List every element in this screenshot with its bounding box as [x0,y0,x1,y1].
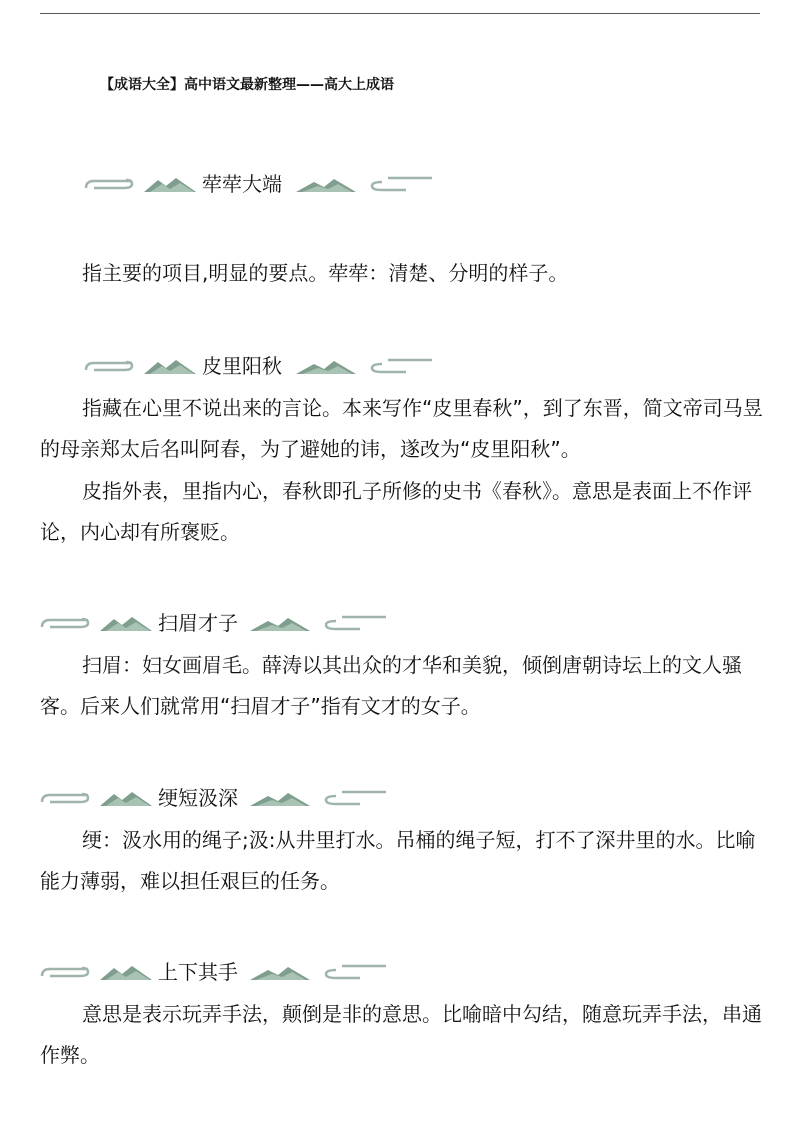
entry-heading [84,346,444,386]
entry-paragraph: 扫眉：妇女画眉毛。薛涛以其出众的才华和美貌，倾倒唐朝诗坛上的文人骚客。后来人们就常用“扫眉才子”指有文才的女子。 [40,653,742,718]
entry-paragraph: 皮指外表，里指内心，春秋即孔子所修的史书《春秋》。意思是表面上不作评论，内心却有所褒贬。 [40,479,752,544]
mountain-cloud-ornament-icon [250,778,390,818]
entry-heading [40,778,400,818]
entry-term: 扫眉才子 [158,611,238,635]
mountain-cloud-ornament-icon [40,603,158,643]
entry-term: 绠短汲深 [158,786,238,810]
entry-paragraph: 指主要的项目,明显的要点。荦荦：清楚、分明的样子。 [82,261,569,285]
entry-paragraph: 指藏在心里不说出来的言论。本来写作“皮里春秋”，到了东晋，简文帝司马昱的母亲郑太后名叫阿春，为了避她的讳，遂改为“皮里阳秋”。 [40,396,763,461]
document-title: 【成语大全】高中语文最新整理——高大上成语 [100,77,394,93]
mountain-cloud-ornament-icon [40,952,158,992]
entry-paragraph: 绠：汲水用的绳子;汲:从井里打水。吊桶的绳子短，打不了深井里的水。比喻能力薄弱，难以担任艰巨的任务。 [40,828,756,893]
mountain-cloud-ornament-icon [40,778,158,818]
header-rule [40,13,760,14]
mountain-cloud-ornament-icon [84,346,202,386]
mountain-cloud-ornament-icon [296,164,436,204]
entry-term: 皮里阳秋 [202,354,282,378]
mountain-cloud-ornament-icon [296,346,436,386]
mountain-cloud-ornament-icon [84,164,202,204]
entry-heading [40,952,400,992]
entry-heading [40,603,400,643]
mountain-cloud-ornament-icon [250,952,390,992]
entry-term: 荦荦大端 [202,172,282,196]
entry-paragraph: 意思是表示玩弄手法，颠倒是非的意思。比喻暗中勾结，随意玩弄手法，串通作弊。 [40,1002,762,1067]
mountain-cloud-ornament-icon [250,603,390,643]
entry-heading [84,164,444,204]
entry-term: 上下其手 [158,960,238,984]
